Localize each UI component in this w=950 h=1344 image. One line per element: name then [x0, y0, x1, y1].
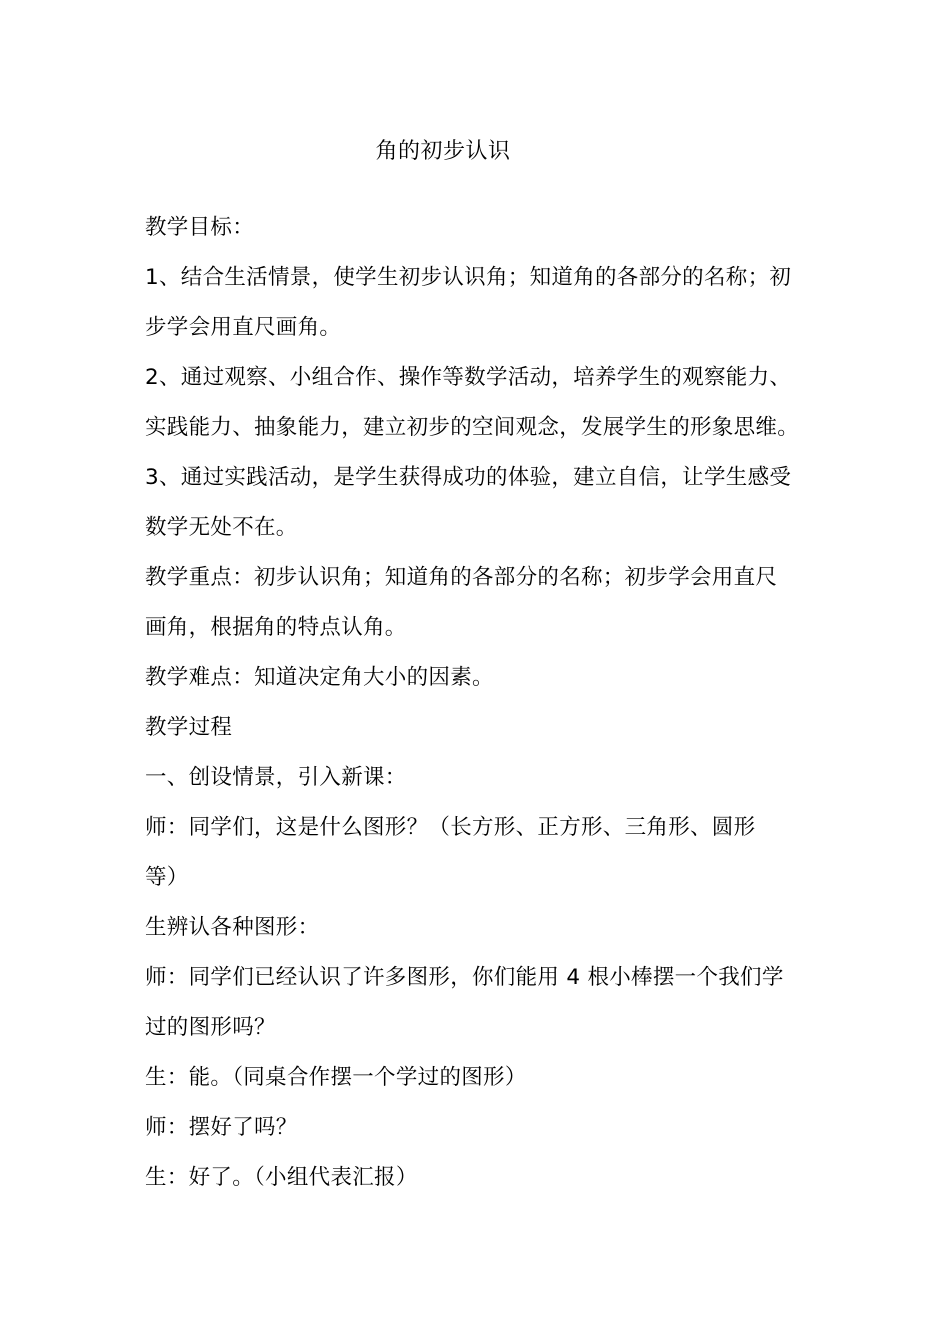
objective-3-line-2: 数学无处不在。 — [145, 515, 298, 540]
key-points-line-1: 教学重点：初步认识角；知道角的各部分的名称；初步学会用直尺 — [145, 565, 778, 590]
objective-1-line-1: 1、结合生活情景，使学生初步认识角；知道角的各部分的名称；初 — [145, 265, 792, 290]
process-heading: 教学过程 — [145, 715, 233, 740]
objective-1-line-2: 步学会用直尺画角。 — [145, 315, 342, 340]
dialogue-line: 生辨认各种图形： — [145, 915, 320, 940]
dialogue-line: 师：同学们已经认识了许多图形，你们能用 4 根小棒摆一个我们学 — [145, 965, 784, 990]
dialogue-line: 师：同学们，这是什么图形？（长方形、正方形、三角形、圆形 — [145, 815, 756, 840]
dialogue-line: 过的图形吗？ — [145, 1015, 276, 1040]
objective-2-line-1: 2、通过观察、小组合作、操作等数学活动，培养学生的观察能力、 — [145, 365, 792, 390]
dialogue-line: 生：能。（同桌合作摆一个学过的图形） — [145, 1065, 527, 1090]
objective-2-line-2: 实践能力、抽象能力，建立初步的空间观念，发展学生的形象思维。 — [145, 415, 800, 440]
dialogue-line: 生：好了。（小组代表汇报） — [145, 1165, 418, 1190]
document-title: 角的初步认识 — [375, 139, 511, 164]
objectives-heading: 教学目标： — [145, 215, 255, 240]
difficulty-line: 教学难点：知道决定角大小的因素。 — [145, 665, 494, 690]
dialogue-line: 师：摆好了吗？ — [145, 1115, 298, 1140]
section-1-heading: 一、创设情景，引入新课： — [145, 765, 407, 790]
dialogue-line: 等） — [145, 865, 189, 890]
document-body — [145, 203, 810, 1203]
objective-3-line-1: 3、通过实践活动，是学生获得成功的体验，建立自信，让学生感受 — [145, 465, 792, 490]
key-points-line-2: 画角，根据角的特点认角。 — [145, 615, 407, 640]
